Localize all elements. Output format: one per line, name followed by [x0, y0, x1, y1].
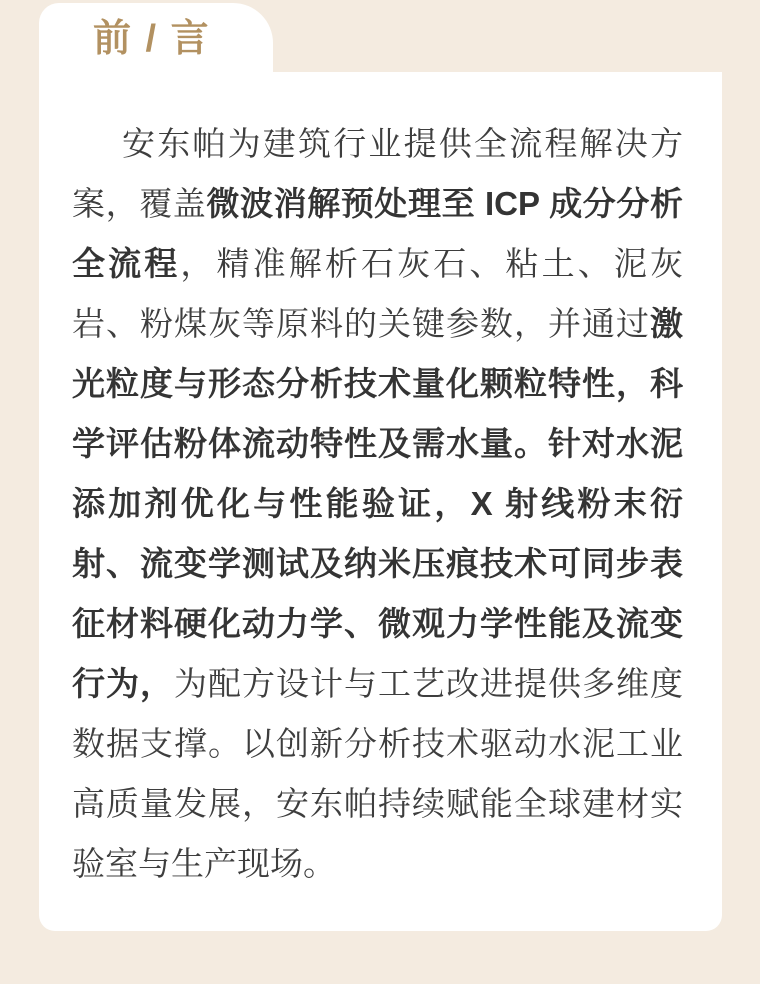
text-segment: 行为， — [72, 665, 174, 702]
paragraph-line — [72, 294, 683, 354]
paragraph-line — [72, 534, 683, 594]
text-segment: 全流程 — [72, 245, 181, 282]
text-segment: 为配方设计与工艺改进提供多维度 — [174, 665, 683, 702]
text-segment: 岩、粉煤灰等原料的关键参数，并通过 — [72, 305, 650, 342]
text-segment: 添加剂优化与性能验证，X 射线粉末衍 — [72, 485, 683, 522]
paragraph-line — [72, 414, 683, 474]
page-title: 前 / 言 — [93, 18, 211, 60]
paragraph-line — [72, 354, 683, 414]
text-segment: 验室与生产现场。 — [72, 845, 336, 882]
text-segment: ，精准解析石灰石、粘土、泥灰 — [180, 245, 683, 282]
paragraph-line — [72, 234, 683, 294]
section-header-tab — [39, 3, 273, 73]
paragraph-line — [72, 654, 683, 714]
text-segment: 数据支撑。以创新分析技术驱动水泥工业 — [72, 725, 683, 762]
content-panel — [39, 72, 722, 931]
text-segment: 征材料硬化动力学、微观力学性能及流变 — [72, 605, 683, 642]
text-segment: 光粒度与形态分析技术量化颗粒特性，科 — [72, 365, 683, 402]
text-segment: 微波消解预处理至 ICP 成分分析 — [206, 185, 683, 222]
paragraph-line — [72, 594, 683, 654]
paragraph-line — [72, 714, 683, 774]
text-segment: 射、流变学测试及纳米压痕技术可同步表 — [72, 545, 683, 582]
text-segment: 激 — [650, 305, 683, 342]
paragraph — [72, 114, 683, 894]
paragraph-line — [72, 774, 683, 834]
text-segment: 安东帕为建筑行业提供全流程解决方 — [122, 125, 683, 162]
text-segment: 学评估粉体流动特性及需水量。针对水泥 — [72, 425, 683, 462]
text-segment: 案，覆盖 — [72, 185, 207, 222]
text-segment: 高质量发展，安东帕持续赋能全球建材实 — [72, 785, 683, 822]
paragraph-line — [72, 834, 683, 894]
paragraph-line — [72, 174, 683, 234]
paragraph-line — [72, 474, 683, 534]
paragraph-line — [72, 114, 683, 174]
